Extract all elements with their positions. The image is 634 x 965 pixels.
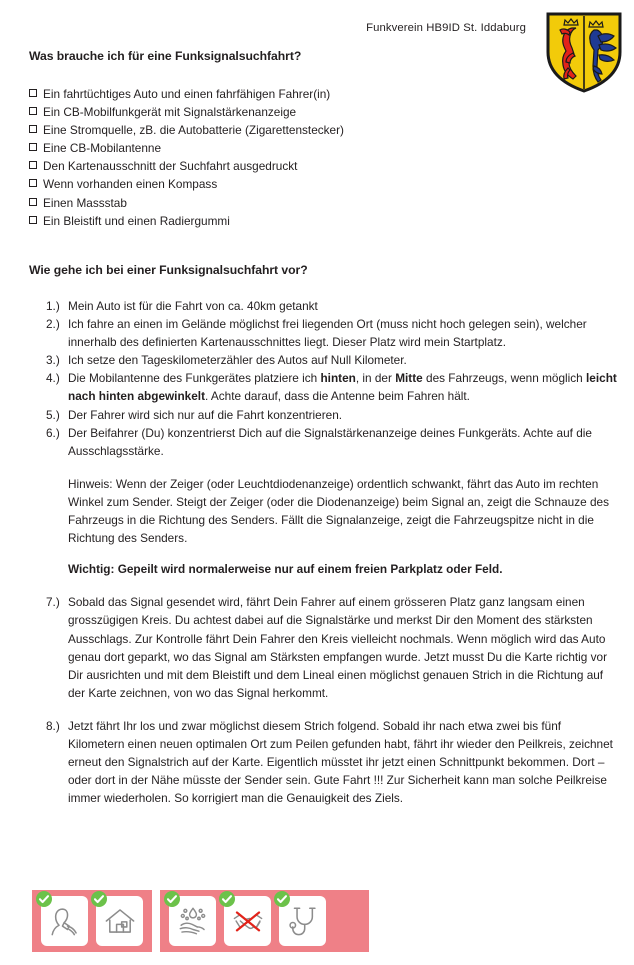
step-emphasis: hinten — [320, 371, 356, 386]
check-badge-icon — [91, 891, 107, 907]
list-item — [29, 103, 549, 121]
checkbox-icon[interactable] — [29, 198, 37, 206]
list-item-label: Ein fahrtüchtiges Auto und einen fahrfähigen Fahrer(in) — [43, 87, 331, 101]
checkbox-icon[interactable] — [29, 89, 37, 97]
page-heading-howto: Wie gehe ich bei einer Funksignalsuchfahrt vor? — [29, 263, 308, 277]
list-item-label: Ein CB-Mobilfunkgerät mit Signalstärkenanzeige — [43, 105, 297, 120]
list-item — [29, 175, 549, 193]
step-text-part: . Achte darauf, dass die Antenne beim Fahren hält. — [205, 389, 470, 404]
cough-into-elbow-icon — [48, 904, 82, 938]
list-item-label: Ein Bleistift und einen Radiergummi — [43, 213, 230, 228]
list-item — [29, 85, 549, 103]
coat-of-arms-icon — [542, 10, 626, 94]
spacer — [0, 578, 634, 593]
step-number: 2.) — [46, 317, 60, 332]
list-item — [29, 157, 549, 175]
list-item — [29, 212, 549, 230]
organization-name: Funkverein HB9ID St. Iddaburg — [366, 22, 526, 34]
step-text: Sobald das Signal gesendet wird, fährt Dein Fahrer auf einem grösseren Platz ganz langsam einen grosszügigen Kreis. Du achtest dabei auf die Signalstärke und merkst Dir den Moment des stärksten Ausschlags. Zur Kontrolle fährt Dein Fahrer den Kreis vielleicht nochmals. Wenn möglich wird das Auto genau dort geparkt, wo das Signal am Stärksten empfangen wurde. Jetzt musst Du die Karte richtig vor Dir ausrichten und mit dem Bleistift und dem Lineal einen möglichst genauen Strich in die Richtung auf der Karte zeichnen, von wo das Signal herkommt. — [68, 595, 607, 700]
list-item — [29, 139, 549, 157]
step-item — [0, 315, 634, 351]
check-badge-icon — [36, 891, 52, 907]
step-text: Ich fahre an einen im Gelände möglichst frei liegenden Ort (muss nicht hoch gelegen sein), welcher innerhalb des definierten Kartenausschnittes liegt. Dieser Platz wird mein Startplatz. — [68, 317, 587, 350]
stethoscope-icon — [286, 904, 320, 938]
wash-hands-icon — [176, 904, 210, 938]
stay-at-home-icon — [103, 904, 137, 938]
step-text: Der Fahrer wird sich nur auf die Fahrt konzentrieren. — [68, 407, 343, 422]
list-item-label: Einen Massstab — [43, 195, 127, 210]
step-emphasis: Mitte — [395, 371, 423, 386]
equipment-checklist — [29, 85, 549, 230]
hygiene-banner — [32, 890, 369, 952]
step-number: 5.) — [46, 407, 60, 422]
spacer — [0, 547, 634, 560]
checkbox-icon[interactable] — [29, 161, 37, 169]
checkbox-icon[interactable] — [29, 107, 37, 115]
list-item-label: Wenn vorhanden einen Kompass — [43, 177, 218, 192]
hygiene-tile — [279, 896, 326, 946]
step-number: 3.) — [46, 353, 60, 368]
hinweis-paragraph — [68, 475, 612, 547]
hygiene-panel-right — [160, 890, 369, 952]
step-number: 4.) — [46, 371, 60, 386]
step-number: 8.) — [46, 718, 60, 733]
list-item-label: Den Kartenausschnitt der Suchfahrt ausgedruckt — [43, 159, 298, 174]
list-item-label: Eine CB-Mobilantenne — [43, 141, 162, 156]
spacer — [0, 460, 634, 475]
list-item-label: Eine Stromquelle, zB. die Autobatterie (Zigarettenstecker) — [43, 123, 344, 138]
checkbox-icon[interactable] — [29, 125, 37, 133]
step-item — [0, 369, 634, 405]
step-emphasis: leicht nach hinten abgewinkelt — [68, 371, 617, 404]
hygiene-tile — [224, 896, 271, 946]
list-item — [29, 121, 549, 139]
step-item — [0, 424, 634, 460]
checkbox-icon[interactable] — [29, 179, 37, 187]
panel-divider — [152, 890, 160, 952]
hinweis-text: Hinweis: Wenn der Zeiger (oder Leuchtdiodenanzeige) ordentlich schwankt, fährt das Auto im rechten Winkel zum Sender. Steigt der Zeiger (oder die Diodenanzeige) beim Signal an, zeigt die Schnauze des Fahrzeugs in die Richtung des Senders. Fällt die Signalanzeige, zeigt die Fahrzeugspitze nicht in die Richtung des Senders. — [68, 476, 609, 546]
check-badge-icon — [164, 891, 180, 907]
step-text: Der Beifahrer (Du) konzentrierst Dich auf die Signalstärkenanzeige deines Funkgeräts. Achte auf die Ausschlagsstärke. — [68, 425, 592, 458]
check-badge-icon — [219, 891, 235, 907]
step-number: 6.) — [46, 425, 60, 440]
step-text: Jetzt fährt Ihr los und zwar möglichst diesem Strich folgend. Sobald ihr nach etwa zwei bis fünf Kilometern einen neuen optimalen Ort zum Peilen gefunden habt, fährt ihr wieder den Peilkreis, zeichnet erneut den Signalstrich auf der Karte. Eigentlich müsstet ihr jetzt einen Schnittpunkt bekommen. Dort – oder dort in der Nähe müsste der Sender sein. Gute Fahrt !!! Zur Sicherheit kann man solche Peilkreise immer wiederholen. So korrigiert man die Genauigkeit des Ziels. — [68, 718, 613, 806]
step-item — [0, 717, 634, 807]
step-text-part: Die Mobilantenne des Funkgerätes platziere ich — [68, 371, 321, 386]
spacer — [0, 702, 634, 717]
page-heading-needs: Was brauche ich für eine Funksignalsuchfahrt? — [29, 49, 302, 63]
hygiene-panel-left — [32, 890, 152, 952]
step-item — [0, 593, 634, 702]
step-text: Ich setze den Tageskilometerzähler des Autos auf Null Kilometer. — [68, 353, 407, 368]
list-item — [29, 194, 549, 212]
hygiene-tile — [41, 896, 88, 946]
no-handshake-icon — [231, 904, 265, 938]
step-item — [0, 351, 634, 369]
step-number: 1.) — [46, 299, 60, 313]
step-item — [0, 406, 634, 424]
step-item — [0, 297, 634, 315]
step-text-part: , in der — [355, 371, 396, 386]
checkbox-icon[interactable] — [29, 216, 37, 224]
checkbox-icon[interactable] — [29, 143, 37, 151]
procedure-steps — [0, 297, 634, 807]
hygiene-tile — [169, 896, 216, 946]
hygiene-tile — [96, 896, 143, 946]
check-badge-icon — [274, 891, 290, 907]
step-text: Mein Auto ist für die Fahrt von ca. 40km getankt — [68, 299, 318, 313]
step-number: 7.) — [46, 595, 60, 610]
wichtig-text: Wichtig: Gepeilt wird normalerweise nur auf einem freien Parkplatz oder Feld. — [68, 562, 503, 577]
step-text-part: des Fahrzeugs, wenn möglich — [422, 371, 587, 386]
wichtig-paragraph — [68, 560, 612, 578]
